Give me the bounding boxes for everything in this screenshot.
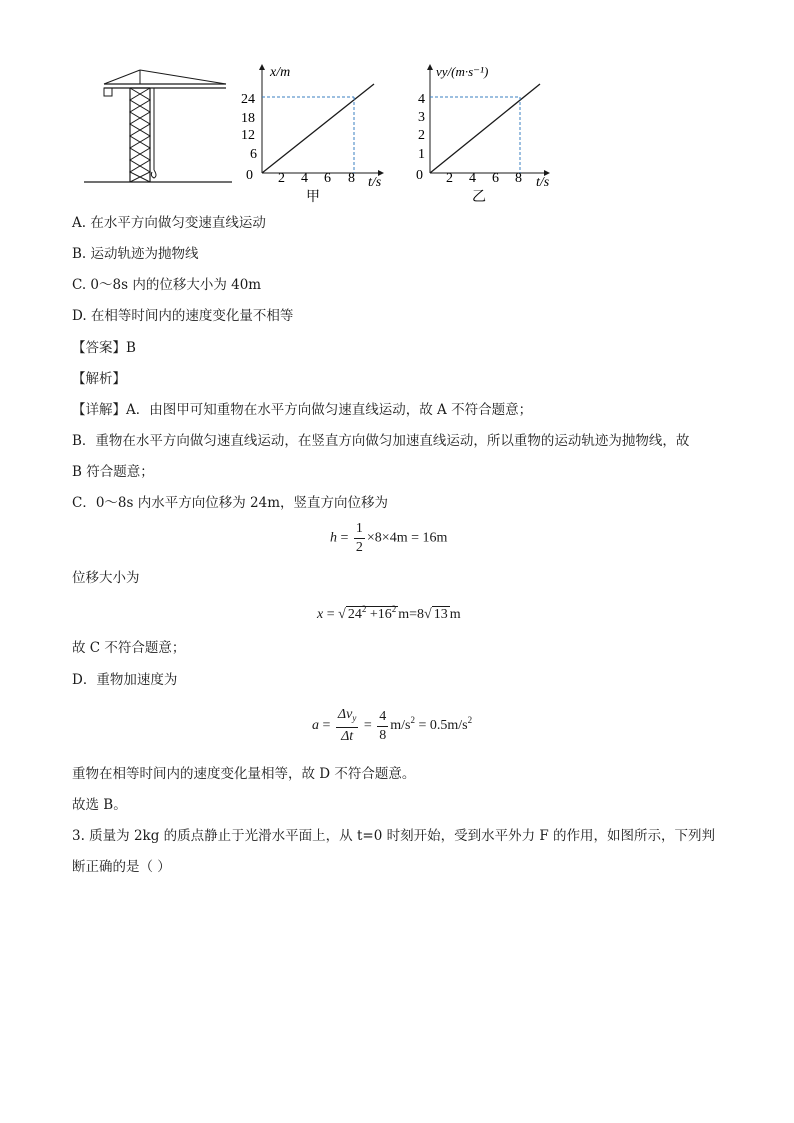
formula-a: a = $\frac{\Delta v_y}{\Delta t}$ = $\frac{4}{8}$ $m/s^2 = 0.5m/s^2$	[312, 707, 473, 744]
graph-yi-y-label: vy/(m·s⁻¹)	[436, 64, 489, 79]
option-a: A. 在水平方向做匀变速直线运动	[72, 215, 266, 231]
graph-yi-y-tick-1: 1	[418, 147, 425, 162]
graph-yi-caption: 乙	[472, 190, 486, 205]
solution-line-6: 故 C 不符合题意；	[72, 640, 186, 656]
solution-line-3: B 符合题意；	[72, 464, 154, 480]
graph-yi-x-tick-1: 2	[446, 171, 453, 186]
solution-line-9: 故选 B。	[72, 797, 127, 813]
graph-jia-x-label: t/s	[368, 175, 382, 190]
graph-jia-x-tick-4: 8	[348, 171, 355, 186]
answer-line: 【答案】B	[72, 340, 136, 356]
graph-jia-caption: 甲	[306, 190, 320, 205]
tower-crane-illustration	[84, 70, 232, 182]
graph-jia-x-tick-1: 2	[278, 171, 285, 186]
solution-line-2: B．重物在水平方向做匀速直线运动，在竖直方向做匀加速直线运动，所以重物的运动轨迹为抛物线，故	[72, 433, 690, 449]
graph-jia-x-tick-2: 4	[301, 171, 308, 186]
graph-jia-y-tick-4: 24	[241, 92, 255, 107]
solution-line-1: 【详解】A．由图甲可知重物在水平方向做匀速直线运动，故 A 不符合题意；	[72, 402, 533, 418]
figure-svg	[78, 58, 568, 208]
graph-yi-x-tick-4: 8	[515, 171, 522, 186]
graph-yi-y-tick-4: 4	[418, 92, 425, 107]
solution-line-8: 重物在相等时间内的速度变化量相等，故 D 不符合题意。	[72, 766, 416, 782]
graph-jia-y-tick-3: 18	[241, 111, 255, 126]
graph-jia-y-label: x/m	[270, 65, 291, 80]
graph-yi-y-tick-2: 2	[418, 128, 425, 143]
solution-line-4: C．0～8s 内水平方向位移为 24m，竖直方向位移为	[72, 495, 388, 511]
graph-yi-x-tick-3: 6	[492, 171, 499, 186]
graph-yi-x-label: t/s	[536, 175, 550, 190]
graph-jia-y-tick-2: 12	[241, 128, 255, 143]
formula-x: x = √ $24^2 +16^2$ m=8√ 13 m	[317, 604, 461, 622]
graph-jia-origin: 0	[246, 168, 253, 183]
solution-line-5: 位移大小为	[72, 570, 140, 586]
analysis-heading: 【解析】	[72, 371, 126, 387]
figure-row	[78, 58, 568, 208]
graph-jia	[241, 64, 384, 205]
option-d: D. 在相等时间内的速度变化量不相等	[72, 308, 294, 324]
graph-yi	[416, 64, 550, 205]
option-c: C. 0～8s 内的位移大小为 40m	[72, 277, 262, 293]
formula-h: h = $\frac{1}{2}$ ×8×4m = 16m	[330, 521, 448, 555]
graph-jia-y-tick-1: 6	[250, 147, 257, 162]
question-3-line-1: 3. 质量为 2kg 的质点静止于光滑水平面上，从 t=0 时刻开始，受到水平外力 F 的作用，如图所示，下列判	[72, 828, 716, 844]
question-3-line-2: 断正确的是（ ）	[72, 859, 171, 875]
graph-yi-x-tick-2: 4	[469, 171, 476, 186]
graph-jia-x-tick-3: 6	[324, 171, 331, 186]
option-b: B. 运动轨迹为抛物线	[72, 246, 199, 262]
solution-line-7: D．重物加速度为	[72, 672, 178, 688]
graph-yi-origin: 0	[416, 168, 423, 183]
graph-yi-y-tick-3: 3	[418, 110, 425, 125]
